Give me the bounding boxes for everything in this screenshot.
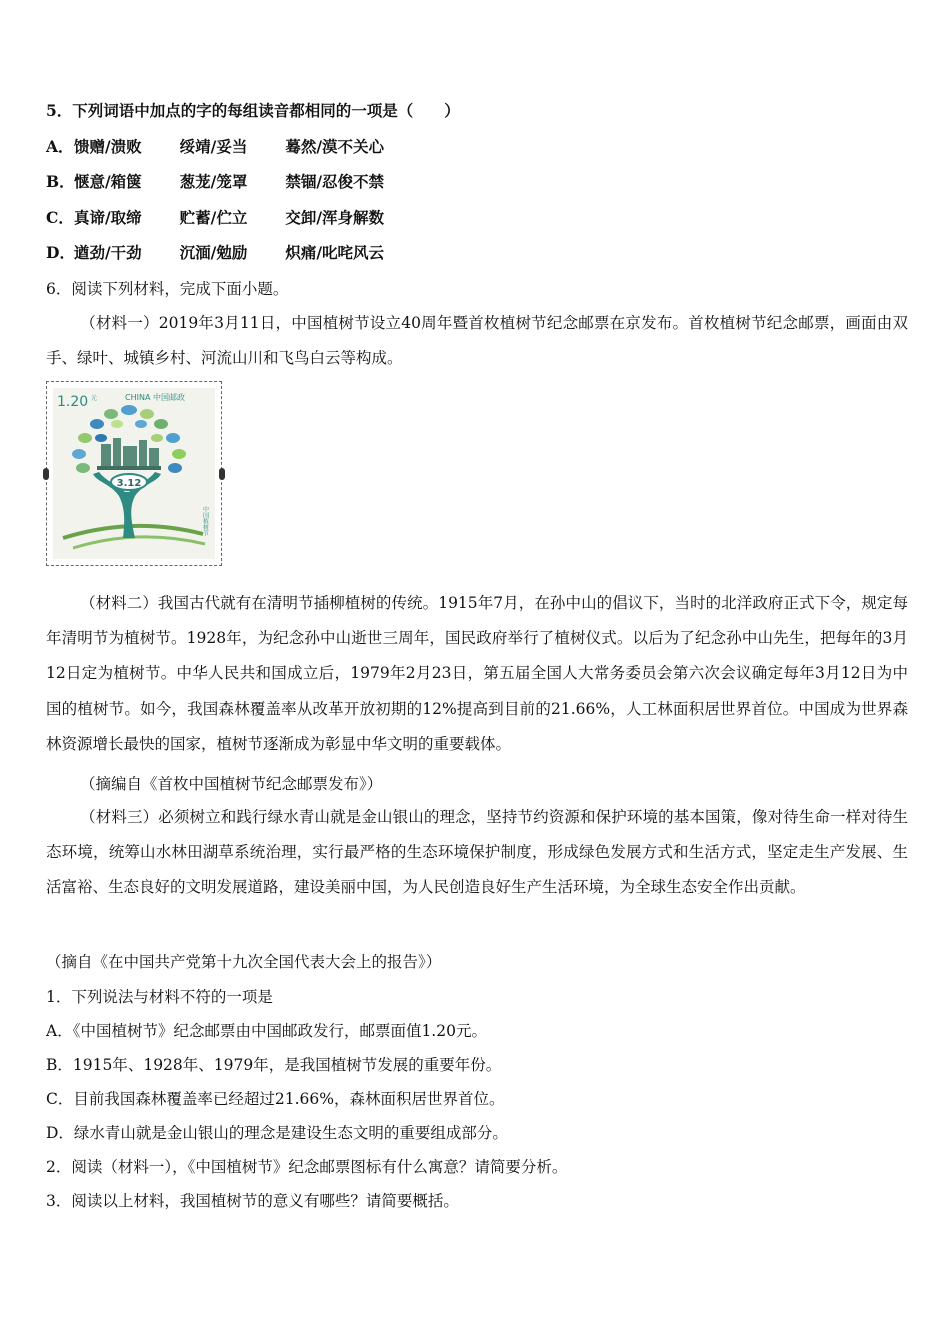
tree-planting-stamp xyxy=(46,381,222,566)
material-3-source: （摘自《在中国共产党第十九次全国代表大会上的报告》） xyxy=(46,953,442,971)
option-item: 禁锢/忍俊不禁 xyxy=(285,172,385,191)
material-2-text: （材料二）我国古代就有在清明节插柳植树的传统。1915年7月，在孙中山的倡议下，当时的北洋政府正式下令，规定每年清明节为植树节。1928年，为纪念孙中山逝世三周年，国民政府举行了植树仪式。以后为了纪念孙中山先生，把每年的3月12日定为植树节。中华人民共和国成立后，1979年2月23日，第五届全国人大常务委员会第六次会议确定每年3月12日为中国的植树节。如今，我国森林覆盖率从改革开放初期的12%提高到目前的21.66%，人工林面积居世界首位。中国成为世界森林资源增长最快的国家，植树节逐渐成为彰显中华文明的重要载体。 xyxy=(46,594,908,753)
material-2 xyxy=(46,586,908,762)
option-item: 贮蓄/伫立 xyxy=(179,208,248,227)
stamp-unit: 元 xyxy=(91,395,98,402)
q5-option-a xyxy=(46,137,384,157)
option-item: 葱茏/笼罩 xyxy=(179,172,248,191)
q5-stem: 5．下列词语中加点的字的每组读音都相同的一项是（ ） xyxy=(46,101,460,120)
option-item: 沉湎/勉励 xyxy=(179,243,248,262)
material-3-text: （材料三）必须树立和践行绿水青山就是金山银山的理念，坚持节约资源和保护环境的基本国策，像对待生命一样对待生态环境，统筹山水林田湖草系统治理，实行最严格的生态环境保护制度，形成绿色发展方式和生活方式，坚定走生产发展、生活富裕、生态良好的文明发展道路，建设美丽中国，为人民创造良好生产生活环境，为全球生态安全作出贡献。 xyxy=(46,808,908,897)
material-2-source: （摘编自《首枚中国植树节纪念邮票发布》） xyxy=(80,775,383,793)
option-item: 真谛/取缔 xyxy=(74,208,142,227)
sub-question-1-stem: 1．下列说法与材料不符的一项是 xyxy=(46,988,273,1006)
sub-question-3: 3．阅读以上材料，我国植树节的意义有哪些？请简要概括。 xyxy=(46,1192,459,1210)
option-item: 炽痛/叱咤风云 xyxy=(285,243,385,262)
option-item: 馈赠/溃败 xyxy=(74,137,142,156)
sub1-option-b: B．1915年、1928年、1979年，是我国植树节发展的重要年份。 xyxy=(46,1056,502,1074)
option-item: 交卸/浑身解数 xyxy=(285,208,385,227)
option-item: 惬意/箱箧 xyxy=(74,172,142,191)
option-label: A． xyxy=(46,137,74,156)
option-item: 遒劲/干劲 xyxy=(74,243,142,262)
sub1-option-a: A．《中国植树节》纪念邮票由中国邮政发行，邮票面值1.20元。 xyxy=(46,1022,487,1040)
q5-option-c xyxy=(46,208,384,228)
q5-option-b xyxy=(46,172,384,192)
option-label: D． xyxy=(46,243,75,262)
option-label: C． xyxy=(46,208,74,227)
sub-question-2: 2．阅读（材料一），《中国植树节》纪念邮票图标有什么寓意？请简要分析。 xyxy=(46,1158,568,1176)
stamp-vertical-title: 中国植树节 xyxy=(201,506,209,536)
option-label: B． xyxy=(46,172,75,191)
stamp-illustration xyxy=(53,388,215,559)
sub1-option-d: D．绿水青山就是金山银山的理念是建设生态文明的重要组成部分。 xyxy=(46,1124,508,1142)
q6-stem: 6．阅读下列材料，完成下面小题。 xyxy=(46,280,289,298)
option-item: 蓦然/漠不关心 xyxy=(285,137,385,156)
stamp-value: 1.20 xyxy=(57,394,89,410)
material-3 xyxy=(46,800,908,906)
stamp-date: 3.12 xyxy=(116,478,142,489)
material-1 xyxy=(46,306,908,376)
option-item: 绥靖/妥当 xyxy=(179,137,248,156)
stamp-country: CHINA 中国邮政 xyxy=(125,393,185,402)
q5-option-d xyxy=(46,243,384,263)
sub1-option-c: C．目前我国森林覆盖率已经超过21.66%，森林面积居世界首位。 xyxy=(46,1090,505,1108)
material-1-text: （材料一）2019年3月11日，中国植树节设立40周年暨首枚植树节纪念邮票在京发布。首枚植树节纪念邮票，画面由双手、绿叶、城镇乡村、河流山川和飞鸟白云等构成。 xyxy=(46,314,908,368)
